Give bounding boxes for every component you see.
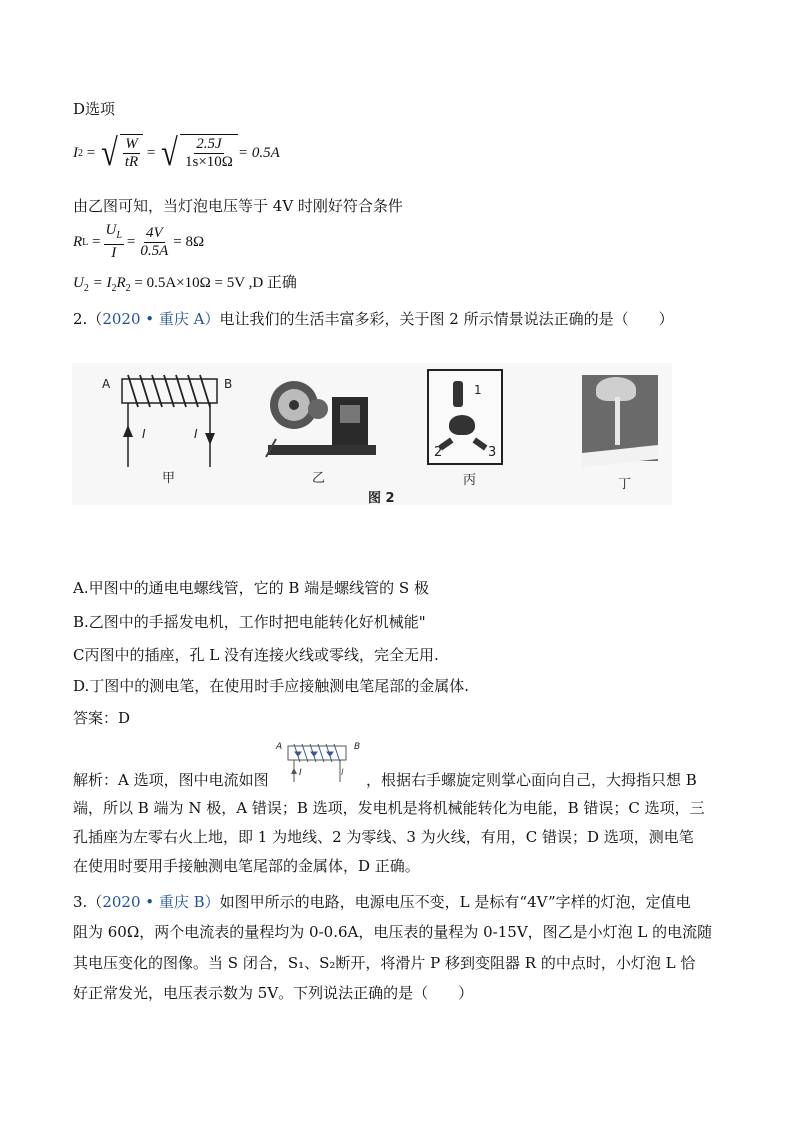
eq-den: 1s×10Ω xyxy=(185,154,233,170)
socket-label-2: 2 xyxy=(434,445,443,460)
label-current-2: I xyxy=(194,427,198,441)
question-source: 2020 • 重庆 B） xyxy=(102,893,220,911)
eq-sub: 2 xyxy=(83,283,89,294)
socket-hole-center xyxy=(449,415,475,435)
caption-yi: 乙 xyxy=(312,471,326,486)
eq-den: 0.5A xyxy=(140,242,169,259)
eq-var: I xyxy=(73,144,78,161)
eq-var: R xyxy=(73,233,83,250)
mini-label-a: A xyxy=(276,742,283,752)
caption-ding: 丁 xyxy=(618,477,632,492)
question-3-line-4: 好正常发光，电压表示数为 5V。下列说法正确的是（ ） xyxy=(73,984,474,1002)
caption-jia: 甲 xyxy=(162,471,176,486)
option-c: C丙图中的插座，孔 L 没有连接火线或零线，完全无用. xyxy=(73,646,439,664)
analysis-line-1a: 解析：A 选项，图中电流如图 xyxy=(73,771,269,789)
test-pen-body xyxy=(615,397,620,445)
question-number: 3.（ xyxy=(73,893,103,911)
hand-generator-image xyxy=(262,369,392,469)
sqrt-2: √ $\frac{2.5J}{1s\times 10\Omega}$ xyxy=(159,134,238,172)
question-3-line-2: 阻为 60Ω，两个电流表的量程均为 0-0.6A，电压表的量程为 0-15V，图乙是小灯泡 L 的电流随 xyxy=(73,923,713,941)
caption-bing: 丙 xyxy=(463,473,477,488)
equation-rl: R L = $\frac{U_L}{I}$ = $\frac{4V}{0.5A}$ = 8Ω xyxy=(73,222,205,261)
label-current-1: I xyxy=(142,427,146,441)
eq-sub: L xyxy=(82,236,89,248)
answer: 答案：D xyxy=(73,709,131,727)
eq-tail: ,D 正确 xyxy=(244,275,297,291)
mini-label-b: B xyxy=(354,742,361,752)
figure-2 xyxy=(72,363,672,505)
question-source: 2020 • 重庆 A） xyxy=(102,310,220,328)
equation-u2 xyxy=(73,271,297,294)
socket-hole-1 xyxy=(453,381,463,407)
figure-caption: 图 2 xyxy=(368,491,395,506)
solenoid-diagram xyxy=(92,367,242,467)
eq-part: = 0.5A×10Ω = 5V xyxy=(130,275,245,291)
question-text: 电让我们的生活丰富多彩，关于图 2 所示情景说法正确的是（ ） xyxy=(219,310,674,328)
eq-sub: 2 xyxy=(78,147,83,159)
question-text: 如图甲所示的电路，电源电压不变，L 是标有“4V”字样的灯泡，定值电 xyxy=(219,893,691,911)
equation-i2: I 2 = √ $\frac{W}{tR}$ = √ $\frac{2.5J}{1s\times 10\Omega}$ = 0.5A xyxy=(73,132,280,174)
mini-solenoid-diagram xyxy=(274,740,364,784)
eq-sub: 2 xyxy=(125,283,131,294)
eq-part: R xyxy=(116,275,126,291)
option-b: B.乙图中的手摇发电机，工作时把电能转化好机械能" xyxy=(73,613,426,631)
eq-den: tR xyxy=(124,154,139,170)
socket-label-3: 3 xyxy=(488,445,497,460)
eq-result: = 0.5A xyxy=(237,144,280,161)
option-a: A.甲图中的通电电螺线管，它的 B 端是螺线管的 S 极 xyxy=(73,579,429,597)
eq-part: = I xyxy=(88,275,112,291)
eq-sub: L xyxy=(116,230,122,241)
sqrt-1: √ $\frac{W}{tR}$ xyxy=(99,134,143,172)
analysis-line-1b: ，根据右手螺旋定则掌心面向自己，大拇指只想 B xyxy=(366,771,697,789)
eq-num: 2.5J xyxy=(196,136,222,152)
socket-hole-3 xyxy=(473,438,488,451)
label-b: B xyxy=(224,377,233,391)
mini-label-i2: I xyxy=(341,768,344,778)
socket-label-1: 1 xyxy=(474,383,482,397)
eq-num: W xyxy=(125,136,138,152)
eq-den: I xyxy=(111,245,117,261)
section-label: D选项 xyxy=(73,100,116,118)
text-line: 由乙图可知，当灯泡电压等于 4V 时刚好符合条件 xyxy=(73,197,403,215)
mini-label-i1: I xyxy=(299,768,302,778)
question-2 xyxy=(73,309,674,329)
label-a: A xyxy=(102,377,111,391)
eq-var: U xyxy=(73,275,84,291)
eq-sub: 2 xyxy=(111,283,117,294)
analysis-line-2: 端，所以 B 端为 N 极，A 错误；B 选项，发电机是将机械能转化为电能，B 错误；C 选项，三 xyxy=(73,799,705,817)
option-d: D.丁图中的测电笔，在使用时手应接触测电笔尾部的金属体. xyxy=(73,677,470,695)
analysis-line-4: 在使用时要用手接触测电笔尾部的金属体，D 正确。 xyxy=(73,857,420,875)
eq-num: U xyxy=(105,222,117,238)
question-3-line-3: 其电压变化的图像。当 S 闭合，S₁、S₂断开，将滑片 P 移到变阻器 R 的中点时，小灯泡 L 恰 xyxy=(73,954,696,972)
question-3-line-1 xyxy=(73,892,691,912)
analysis-line-3: 孔插座为左零右火上地，即 1 为地线、2 为零线、3 为火线，有用，C 错误；D 选项，测电笔 xyxy=(73,828,694,846)
eq-num: 4V xyxy=(146,224,163,241)
question-number: 2.（ xyxy=(73,310,103,328)
eq-result: = 8Ω xyxy=(173,233,205,250)
